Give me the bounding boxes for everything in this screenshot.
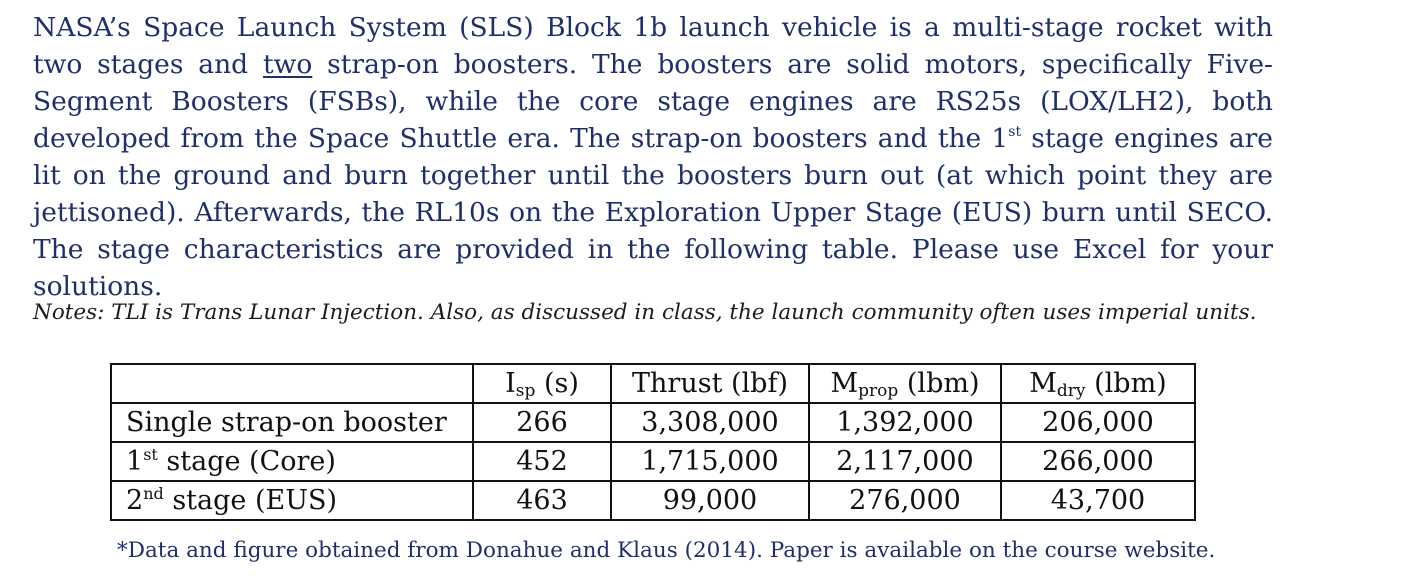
problem-statement bbox=[33, 9, 1273, 305]
table-header-row bbox=[111, 364, 1195, 403]
cell-thrust: 1,715,000 bbox=[611, 442, 809, 481]
cell-mdry: 43,700 bbox=[1001, 481, 1195, 520]
stage-characteristics-table bbox=[110, 363, 1196, 521]
cell-mprop: 276,000 bbox=[809, 481, 1001, 520]
cell-mdry: 266,000 bbox=[1001, 442, 1195, 481]
statement-text-a: NASA’s Space Launch System (SLS) Block 1b launch vehicle is a multi-stage rocket with two stages and bbox=[33, 12, 1273, 80]
statement-text-c: stage engines are lit on the ground and burn together until the boosters burn out (at which point they are jettisoned). Afterwards, the RL10s on the Exploration Upper Stage (EUS) burn until SECO. The stage characteristics are provided in the following table. Please use Excel for your solutions. bbox=[33, 123, 1273, 302]
statement-underlined-two: two bbox=[263, 49, 313, 80]
row-label-eus: 2nd stage (EUS) bbox=[111, 481, 473, 520]
cell-thrust: 3,308,000 bbox=[611, 403, 809, 442]
cell-isp: 452 bbox=[473, 442, 611, 481]
notes-line: Notes: TLI is Trans Lunar Injection. Also, as discussed in class, the launch community often uses imperial units. bbox=[33, 300, 1257, 325]
header-mdry: $M_{dry}$ (lbm) bbox=[1001, 364, 1195, 403]
cell-thrust: 99,000 bbox=[611, 481, 809, 520]
statement-text-b: strap-on boosters. The boosters are solid motors, specifically Five-Segment Boosters (FSBs), while the core stage engines are RS25s (LOX/LH2), both developed from the Space Shuttle era. The strap-on boosters and the 1 bbox=[33, 49, 1273, 154]
footnote: *Data and figure obtained from Donahue and Klaus (2014). Paper is available on the course website. bbox=[117, 538, 1216, 563]
header-empty-cell bbox=[111, 364, 473, 403]
header-mprop: $M_{prop}$ (lbm) bbox=[809, 364, 1001, 403]
cell-isp: 463 bbox=[473, 481, 611, 520]
row-label-booster: Single strap-on booster bbox=[111, 403, 473, 442]
header-thrust: Thrust (lbf) bbox=[611, 364, 809, 403]
table-row bbox=[111, 442, 1195, 481]
cell-isp: 266 bbox=[473, 403, 611, 442]
header-isp: $I_{sp}$ (s) bbox=[473, 364, 611, 403]
table-row bbox=[111, 403, 1195, 442]
cell-mprop: 1,392,000 bbox=[809, 403, 1001, 442]
cell-mprop: 2,117,000 bbox=[809, 442, 1001, 481]
table-row bbox=[111, 481, 1195, 520]
statement-ordinal-sup: st bbox=[1008, 124, 1022, 141]
cell-mdry: 206,000 bbox=[1001, 403, 1195, 442]
row-label-core: 1st stage (Core) bbox=[111, 442, 473, 481]
